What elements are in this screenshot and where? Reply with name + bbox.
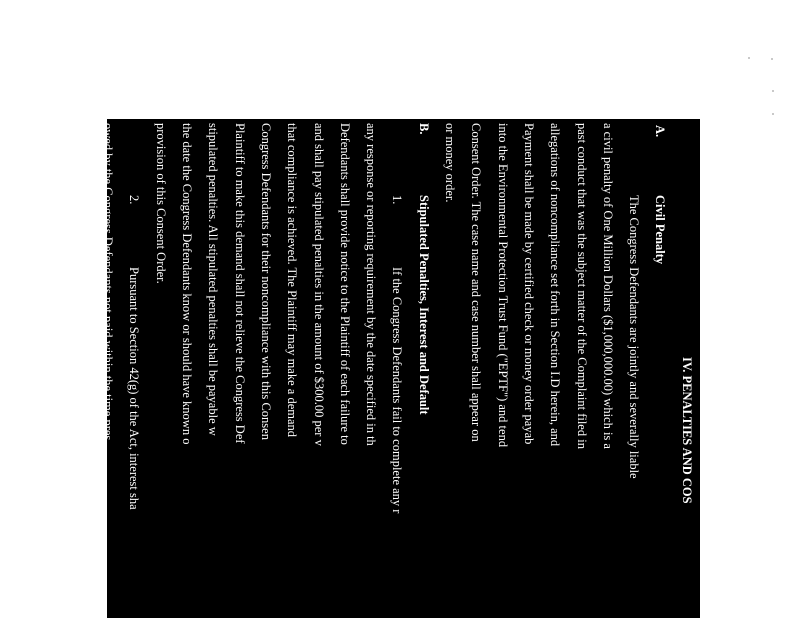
item-1-line: and shall pay stipulated penalties in the amount of $300.00 per v: [312, 123, 326, 446]
item-1-line: Plaintiff to make this demand shall not relieve the Congress Def: [233, 123, 247, 444]
civil-penalty-line: a civil penalty of One Million Dollars ($1,000,000.00) which is a: [601, 123, 615, 449]
item-2-line: Pursuant to Section 42(g) of the Act, interest sha: [127, 267, 141, 510]
item-1-line: the date the Congress Defendants know or should have known o: [180, 123, 194, 445]
civil-penalty-line: into the Environmental Protection Trust Fund ("EPTF") and tend: [496, 123, 510, 448]
civil-penalty-line: or money order.: [443, 123, 457, 203]
civil-penalty-title: Civil Penalty: [653, 195, 667, 265]
item-1-line: stipulated penalties. All stipulated penalties shall be payable w: [206, 123, 220, 436]
item-2-number: 2.: [127, 195, 141, 205]
civil-penalty-marker: A.: [653, 125, 667, 138]
item-1-number: 1.: [390, 195, 404, 205]
item-1-line: Congress Defendants for their noncompliance with this Consen: [259, 123, 273, 440]
civil-penalty-line: The Congress Defendants are jointly and severally liable: [627, 195, 641, 479]
section-heading: IV. PENALTIES AND COS: [680, 357, 694, 504]
scanned-page: [101, 119, 700, 618]
stipulated-penalties-marker: B.: [417, 123, 431, 135]
item-1-line: any response or reporting requirement by the date specified in th: [364, 123, 378, 446]
item-2-line: owed by the Congress Defendants not paid within the time pres: [101, 123, 115, 441]
item-1-line: If the Congress Defendants fail to complete any r: [390, 267, 404, 514]
stipulated-penalties-title: Stipulated Penalties, Interest and Default: [417, 195, 431, 415]
dust-speck: [771, 58, 773, 60]
item-1-line: Defendants shall provide notice to the Plaintiff of each failure to: [338, 123, 352, 445]
civil-penalty-line: Payment shall be made by certified check or money order payab: [522, 123, 536, 445]
civil-penalty-line: Consent Order. The case name and case number shall appear on: [469, 123, 483, 442]
dust-speck: [748, 57, 750, 59]
item-1-line: that compliance is achieved. The Plaintiff may make a demand: [285, 123, 299, 438]
dust-speck: [772, 113, 774, 115]
civil-penalty-line: allegations of noncompliance set forth in Section I.D herein, and: [548, 123, 562, 447]
civil-penalty-line: past conduct that was the subject matter of the Complaint filed in: [575, 123, 589, 449]
item-1-line: provision of this Consent Order.: [154, 123, 168, 284]
dust-speck: [772, 90, 774, 92]
document-page: [101, 119, 700, 639]
